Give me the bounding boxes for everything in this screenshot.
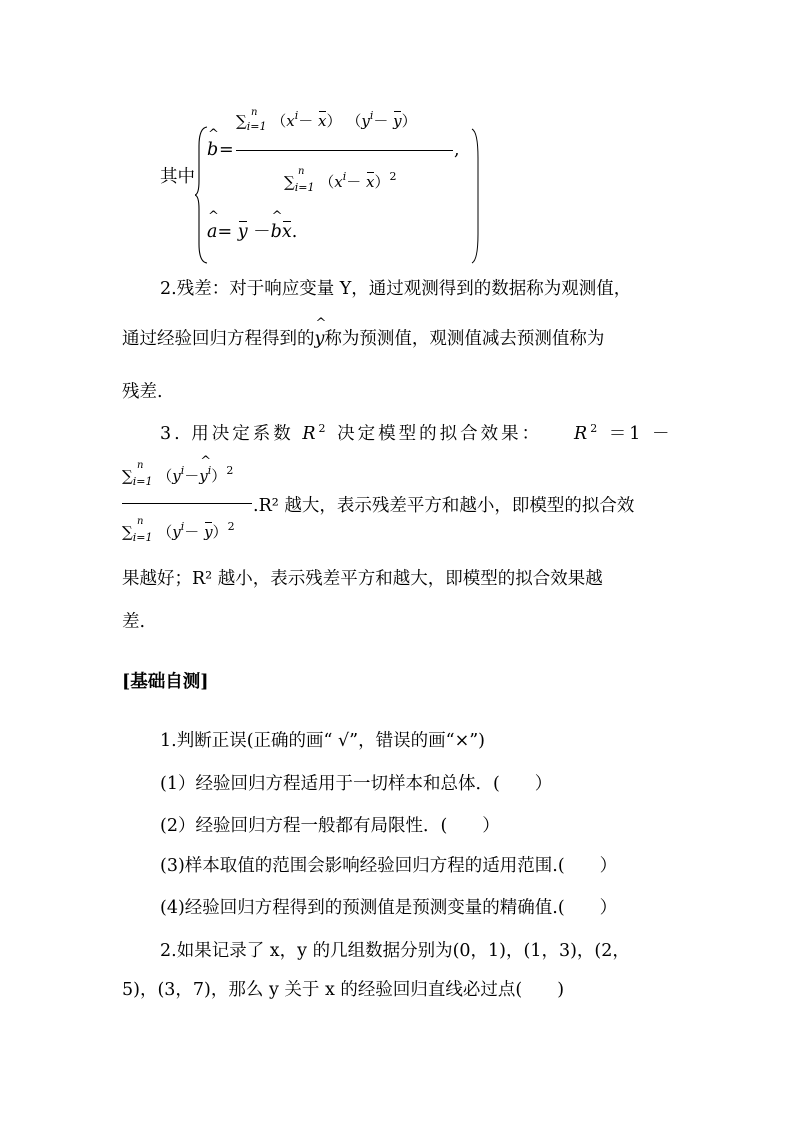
- question-1-item-3: (3)样本取值的范围会影响经验回归方程的适用范围.( ）: [160, 856, 618, 876]
- minus: －: [298, 112, 314, 130]
- para3-line1: [160, 420, 542, 445]
- y-hat-i: ^ y: [199, 467, 207, 485]
- sum-sign: ∑: [122, 467, 133, 485]
- sum-upper: n: [137, 516, 144, 527]
- paren-right: ）: [212, 523, 228, 541]
- minus: －: [373, 112, 389, 130]
- x-bar: x: [281, 222, 292, 242]
- y-bar: y: [237, 222, 248, 242]
- paren-right: ）: [326, 112, 342, 130]
- section-title: [基础自测]: [122, 672, 209, 692]
- square: 2: [389, 170, 397, 183]
- para2-line2: [122, 325, 604, 350]
- paren-left: （: [157, 467, 173, 485]
- question-2-line-2: 5)，(3，7)，那么 y 关于 x 的经验回归直线必过点( ): [122, 980, 565, 1000]
- minus: －: [346, 173, 362, 191]
- para3-line3: 果越好；R² 越小，表示残差平方和越大，即模型的拟合效果越: [122, 569, 603, 589]
- minus: －: [253, 222, 271, 242]
- residual-paragraph: [0, 270, 794, 402]
- minus: －: [184, 467, 200, 485]
- r-symbol: R: [302, 424, 319, 444]
- para2-line3: 残差.: [122, 382, 163, 402]
- sum-sign: ∑: [284, 173, 295, 191]
- paren-right: ）: [374, 173, 390, 191]
- question-1: 1.判断正误(正确的画“ √”，错误的画“×”): [160, 731, 486, 751]
- formula-block: [0, 0, 794, 270]
- a-hat-symbol: ^ a: [207, 222, 217, 242]
- b-hat-symbol: ^ b: [271, 222, 282, 242]
- r-symbol: R: [574, 424, 591, 444]
- r2-fraction-line: [122, 503, 252, 504]
- sum-lower: i=1: [132, 531, 153, 544]
- question-1-item-2: (2）经验回归方程一般都有局限性．( ）: [160, 816, 500, 836]
- period: .: [291, 222, 298, 242]
- paren-left: （: [157, 523, 173, 541]
- y-i: y: [361, 112, 370, 130]
- y-bar: y: [204, 523, 213, 541]
- para3-equals-one: ＝1 －: [608, 424, 673, 444]
- index-i: i: [180, 464, 185, 477]
- sum-lower: i=1: [132, 475, 153, 488]
- x-bar: x: [318, 112, 327, 130]
- right-bracket: [470, 128, 480, 264]
- paren-right: ）: [211, 467, 227, 485]
- b-numerator: [236, 110, 417, 131]
- b-fraction-line: [236, 150, 453, 151]
- sum-upper: n: [251, 107, 258, 118]
- square: 2: [227, 520, 235, 533]
- sum-upper: n: [298, 166, 305, 177]
- x-i: x: [286, 112, 295, 130]
- sum-lower: i=1: [246, 120, 267, 133]
- square: 2: [590, 422, 601, 435]
- b-hat-symbol: ^ b: [207, 140, 218, 160]
- paren-left: （: [271, 112, 287, 130]
- question-2-line-1: 2.如果记录了 x，y 的几组数据分别为(0，1)，(1，3)，(2，: [160, 941, 630, 961]
- question-1-item-1: (1）经验回归方程适用于一切样本和总体．( ）: [160, 774, 553, 794]
- formula-prefix: 其中: [160, 167, 195, 187]
- minus: －: [184, 523, 200, 541]
- question-1-item-4: (4)经验回归方程得到的预测值是预测变量的精确值.( ）: [160, 898, 618, 918]
- para2-line2-end: 称为预测值，观测值减去预测值称为: [324, 329, 605, 349]
- paren-right: ）: [401, 112, 417, 130]
- questions-block: [0, 720, 794, 1020]
- paren-left: （: [346, 112, 362, 130]
- index-i: i: [180, 520, 185, 533]
- r-squared-paragraph: [0, 415, 794, 635]
- para2-line2-start: 通过经验回归方程得到的: [122, 329, 315, 349]
- x-i: x: [334, 173, 343, 191]
- sum-sign: ∑: [236, 112, 247, 130]
- x-bar: x: [366, 173, 375, 191]
- y-hat-symbol: ^ y: [315, 329, 325, 349]
- para2-line1: 2.残差：对于响应变量 Y，通过观测得到的数据称为观测值，: [160, 279, 632, 299]
- para3-r2-eq: [574, 420, 672, 445]
- sum-sign: ∑: [122, 523, 133, 541]
- index-i: i: [342, 170, 347, 183]
- square: 2: [318, 422, 329, 435]
- b-comma: ,: [454, 140, 460, 160]
- square: 2: [226, 464, 234, 477]
- index-i: i: [369, 109, 374, 122]
- a-equals: =: [217, 222, 233, 242]
- index-i: i: [207, 464, 212, 477]
- y-i: y: [172, 467, 181, 485]
- b-equals: =: [219, 140, 234, 160]
- para3-after-fraction: .R² 越大，表示残差平方和越小，即模型的拟合效: [253, 496, 635, 516]
- para3-line1-mid: 决定模型的拟合效果：: [328, 424, 543, 444]
- para3-line1-start: 3. 用决定系数: [160, 424, 303, 444]
- paren-left: （: [319, 173, 335, 191]
- a-hat-line: [207, 218, 297, 243]
- sum-upper: n: [137, 460, 144, 471]
- sum-lower: i=1: [294, 181, 315, 194]
- index-i: i: [294, 109, 299, 122]
- para3-line4: 差.: [122, 612, 146, 632]
- y-bar: y: [393, 112, 402, 130]
- y-i: y: [172, 523, 181, 541]
